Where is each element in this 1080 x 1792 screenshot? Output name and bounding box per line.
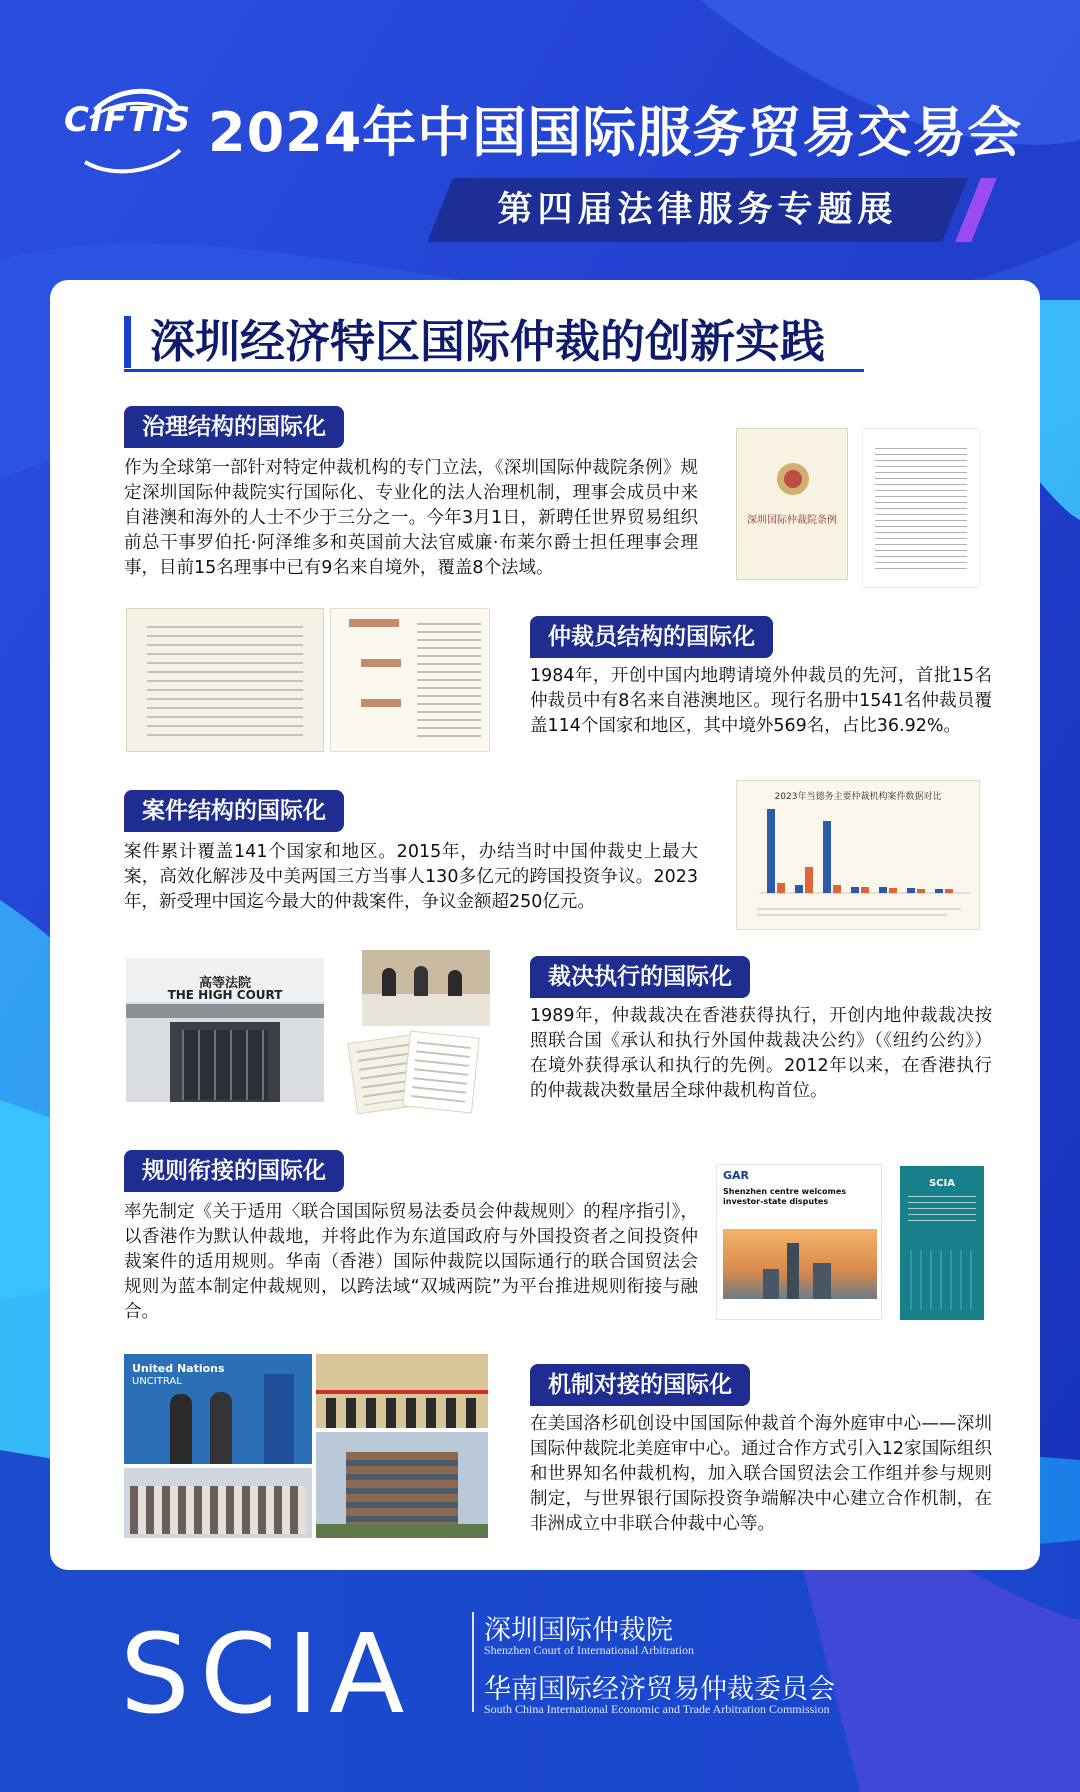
ciftis-logo-text: CIFTIS <box>64 100 192 140</box>
org-name-cn-scia: 深圳国际仲裁院 <box>484 1615 673 1646</box>
gar-logo: GAR <box>723 1169 750 1182</box>
event-subtitle: 第四届法律服务专题展 <box>497 190 898 230</box>
rules-book-title: SCIA <box>928 1178 955 1189</box>
meeting-photo <box>362 950 490 1026</box>
org-name-cn-south-china: 华南国际经济贸易仲裁委员会 <box>484 1674 835 1705</box>
case-comparison-chart-image <box>736 780 980 930</box>
north-america-center-building-photo <box>316 1432 488 1538</box>
section-heading-cases: 案件结构的国际化 <box>124 790 344 832</box>
group-photo <box>124 1468 312 1538</box>
gar-headline: Shenzhen centre welcomes investor-state disputes <box>723 1187 846 1206</box>
org-name-en-south-china: South China International Economic and Trade Arbitration Commission <box>484 1702 830 1716</box>
section-text-cases: 案件累计覆盖141个国家和地区。2015年，办结当时中国仲裁史上最大案，高效化解涉及中美两国三方当事人130多亿元的跨国投资争议。2023年，新受理中国迄今最大的仲裁案件，争议金额超250亿元。 <box>124 842 698 912</box>
uncitral-signing-photo <box>124 1354 312 1464</box>
section-heading-mechanism: 机制对接的国际化 <box>530 1364 750 1406</box>
section-text-rules: 率先制定《关于适用〈联合国国际贸易法委员会仲裁规则〉的程序指引》，以香港作为默认仲裁地，并将此作为东道国政府与外国投资者之间投资仲裁案件的适用规则。华南（香港）国际仲裁院以国际通行的联合国贸法会规则为蓝本制定仲裁规则，以跨法域“双城两院”为平台推进规则衔接与融合。 <box>124 1202 698 1322</box>
section-heading-rules: 规则衔接的国际化 <box>124 1150 344 1192</box>
org-name-en-scia: Shenzhen Court of International Arbitration <box>484 1643 694 1657</box>
section-text-enforcement: 1989年，仲裁裁决在香港获得执行，开创内地仲裁裁决按照联合国《承认和执行外国仲裁裁决公约》（《纽约公约》）在境外获得承认和执行的先例。2012年以来，在香港执行的仲裁裁决数量居全球仲裁机构首位。 <box>530 1006 992 1101</box>
rules-book-cover <box>900 1166 984 1320</box>
ceremony-photo <box>316 1354 488 1428</box>
court-sign-en: THE HIGH COURT <box>167 988 283 1002</box>
un-sign-2: UNCITRAL <box>132 1376 182 1387</box>
court-sign-cn: 高等法院 <box>198 976 251 991</box>
arbitrator-list-image-1 <box>126 608 324 752</box>
gar-article-screenshot <box>716 1164 882 1320</box>
title-underline <box>124 369 864 372</box>
section-text-governance: 作为全球第一部针对特定仲裁机构的专门立法，《深圳国际仲裁院条例》规定深圳国际仲裁院实行国际化、专业化的法人治理机制，理事会成员中来自港澳和海外的人士不少于三分之一。今年3月1日，新聘任世界贸易组织前总干事罗伯托·阿泽维多和英国前大法官威廉·布莱尔爵士担任理事会理事，目前15名理事中已有9名来自境外，覆盖8个法域。 <box>124 458 698 578</box>
high-court-photo <box>126 958 324 1102</box>
section-heading-governance: 治理结构的国际化 <box>124 406 344 448</box>
section-text-mechanism: 在美国洛杉矶创设中国国际仲裁首个海外庭审中心——深圳国际仲裁院北美庭审中心。通过合作方式引入12家国际组织和世界知名仲裁机构，加入联合国贸法会工作组并参与规则制定，与世界银行国际投资争端解决中心建立合作机制，在非洲成立中非联合仲裁中心等。 <box>530 1414 992 1534</box>
section-heading-arbitrators: 仲裁员结构的国际化 <box>530 616 773 658</box>
section-text-arbitrators: 1984年，开创中国内地聘请境外仲裁员的先河，首批15名仲裁员中有8名来自港澳地区。现行名册中1541名仲裁员覆盖114个国家和地区，其中境外569名，占比36.92%。 <box>530 666 992 736</box>
section-heading-enforcement: 裁决执行的国际化 <box>530 956 750 998</box>
footer-divider <box>472 1612 474 1712</box>
page-title: 深圳经济特区国际仲裁的创新实践 <box>150 315 826 368</box>
award-documents-photo <box>346 1030 506 1114</box>
arbitrator-list-image-2 <box>330 608 490 752</box>
title-accent-bar <box>124 316 131 368</box>
scia-logo: SCIA <box>120 1610 415 1738</box>
regulation-text-image <box>862 428 980 588</box>
event-title: 2024年中国国际服务贸易交易会 <box>208 101 1023 164</box>
regulation-cover-image <box>736 428 848 580</box>
un-sign-1: United Nations <box>132 1362 225 1375</box>
regulation-cover-title: 深圳国际仲裁院条例 <box>747 515 837 526</box>
chart-image-title: 2023年当德务主要仲裁机构案件数据对比 <box>774 792 942 802</box>
